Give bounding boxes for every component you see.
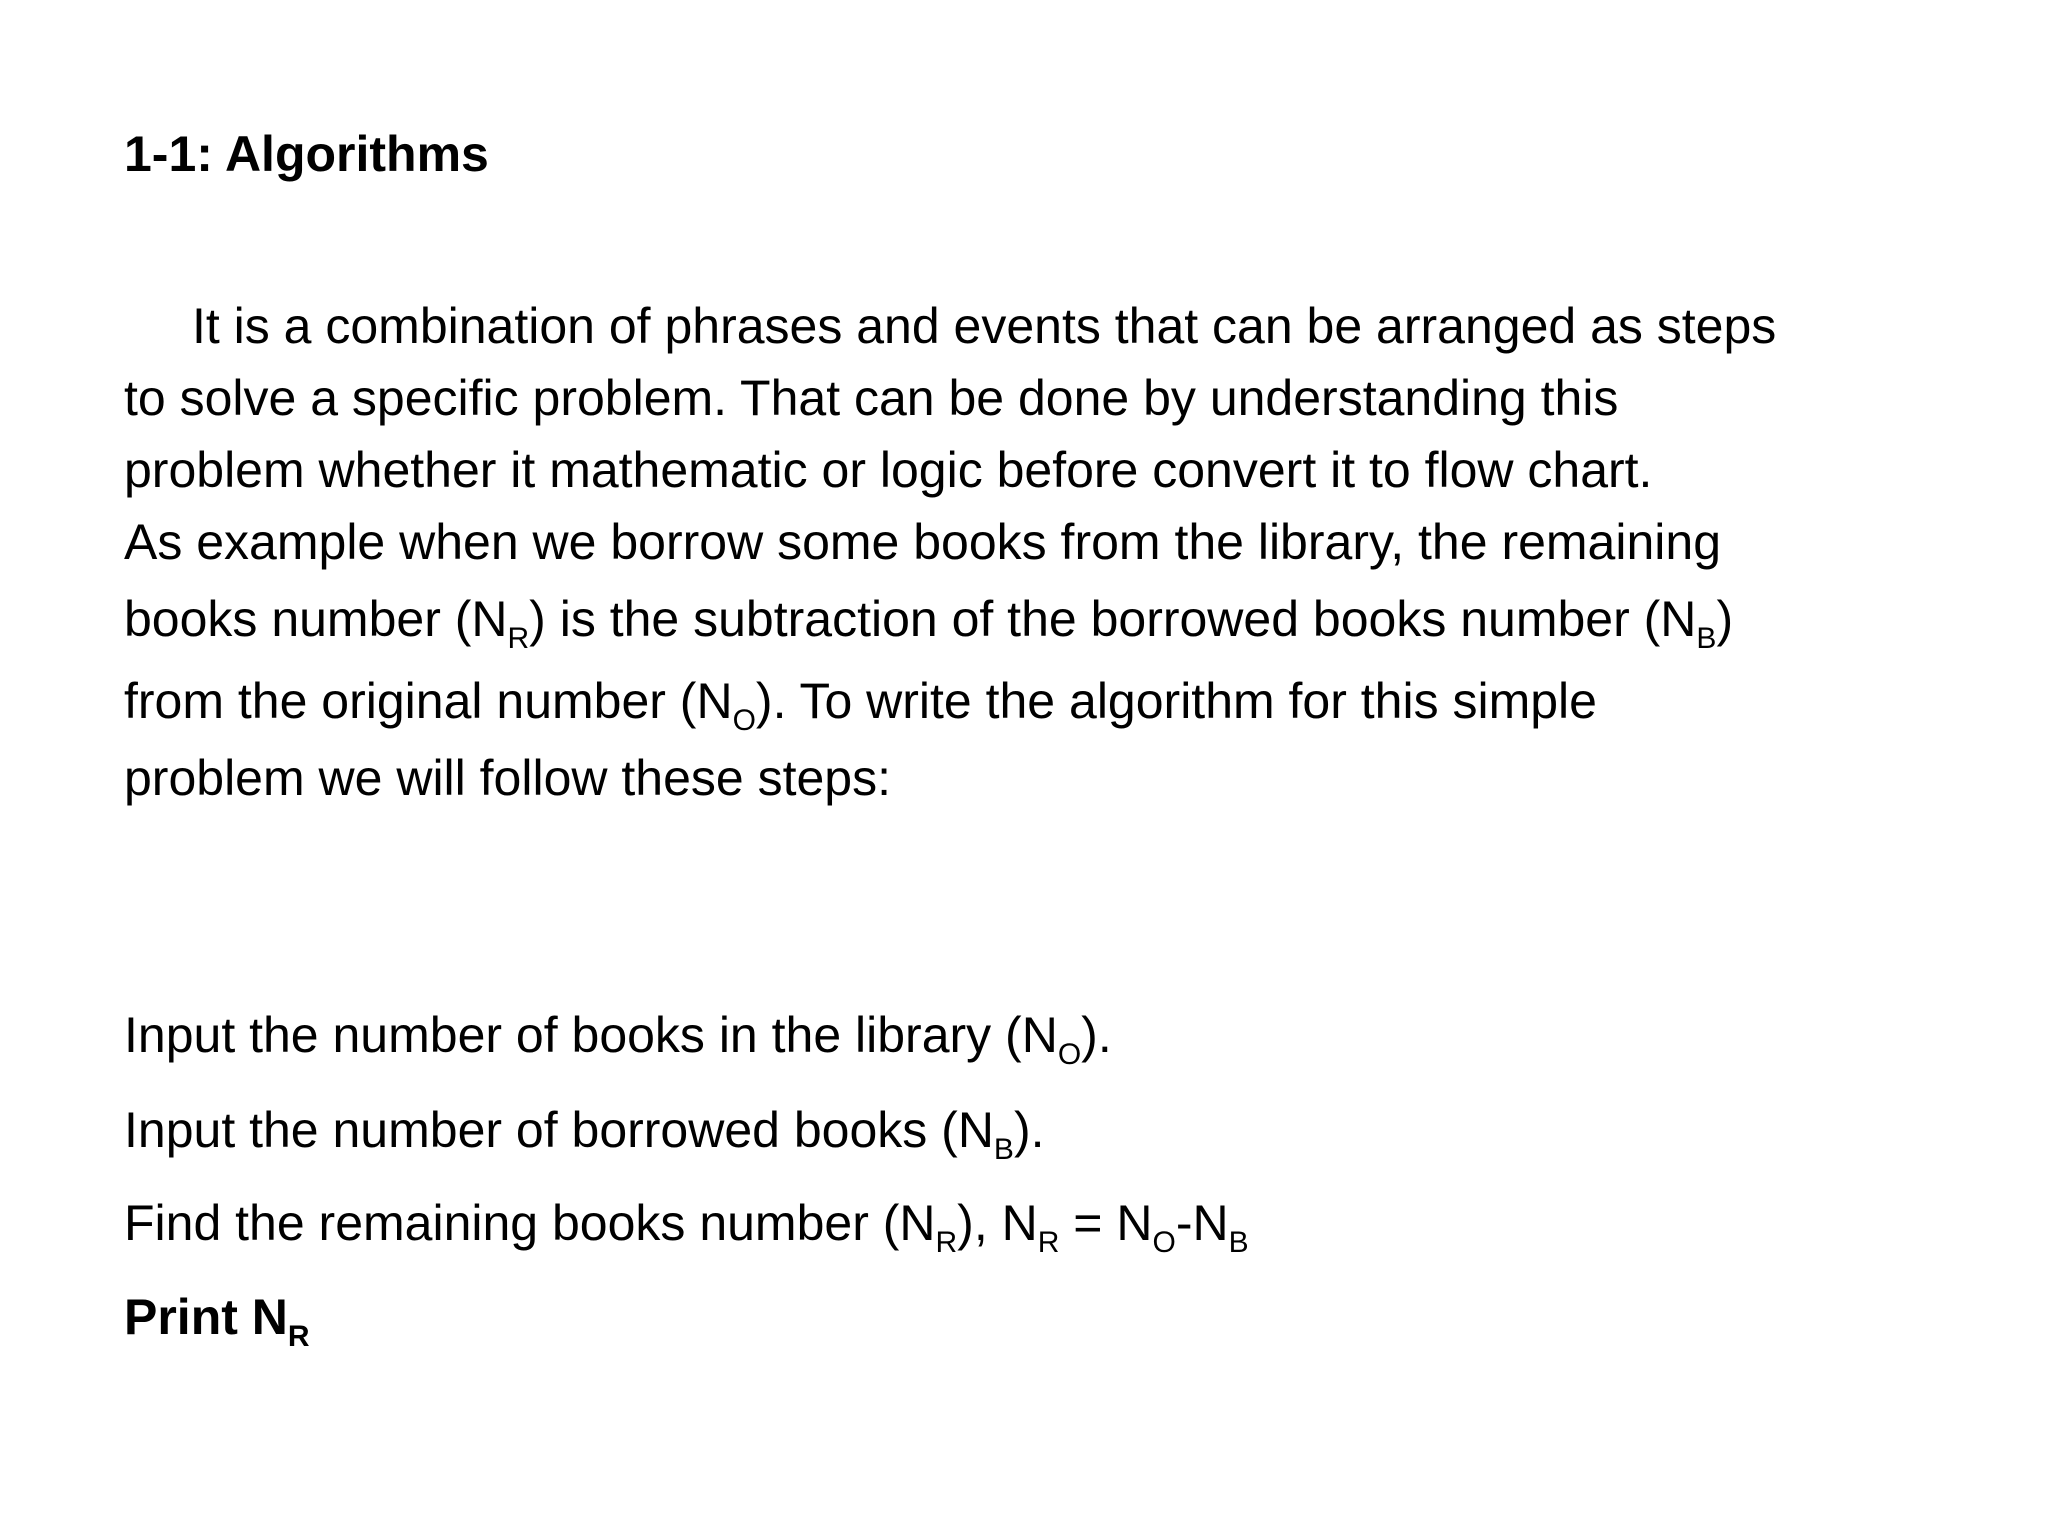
subscript: R (935, 1226, 958, 1259)
subscript: R (507, 622, 530, 655)
text-run: books number (N (124, 591, 508, 647)
subscript: O (1057, 1038, 1082, 1071)
step-3 (124, 1193, 1249, 1259)
paragraph-line: As example when we borrow some books from the library, the remaining (124, 514, 1721, 570)
paragraph-line: It is a combination of phrases and events that can be arranged as steps (192, 298, 1777, 354)
text-run: Input the number of borrowed books (N (124, 1102, 994, 1158)
text-run: ). To write the algorithm for this simple (755, 673, 1597, 729)
paragraph-line: problem whether it mathematic or logic before convert it to flow chart. (124, 442, 1653, 498)
text-run: from the original number (N (124, 673, 733, 729)
step-2 (124, 1100, 1045, 1166)
text-run: ), N (957, 1195, 1038, 1251)
text-run: Find the remaining books number (N (124, 1195, 936, 1251)
subscript: O (732, 704, 756, 737)
text-run: ) is the subtraction of the borrowed books number (N (529, 591, 1697, 647)
text-run: = N (1059, 1195, 1153, 1251)
step-1 (124, 1005, 1112, 1071)
text-run: ). (1013, 1102, 1045, 1158)
text-run: Input the number of books in the library (N (124, 1007, 1058, 1063)
text-run: Print N (124, 1289, 288, 1345)
subscript: B (993, 1133, 1014, 1166)
slide-title: 1-1: Algorithms (124, 126, 489, 182)
paragraph-line: problem we will follow these steps: (124, 750, 891, 806)
step-4 (124, 1287, 310, 1353)
paragraph-line (124, 578, 1944, 660)
subscript: R (287, 1320, 310, 1353)
text-run: -N (1175, 1195, 1229, 1251)
paragraph-line: to solve a specific problem. That can be done by understanding this (124, 370, 1619, 426)
text-run: ) (1716, 591, 1734, 647)
subscript: B (1228, 1226, 1249, 1259)
text-run: ). (1081, 1007, 1112, 1063)
subscript: O (1152, 1226, 1176, 1259)
subscript: B (1696, 622, 1717, 655)
subscript: R (1037, 1226, 1060, 1259)
paragraph-line (124, 660, 1944, 742)
description-paragraph (124, 290, 1944, 814)
